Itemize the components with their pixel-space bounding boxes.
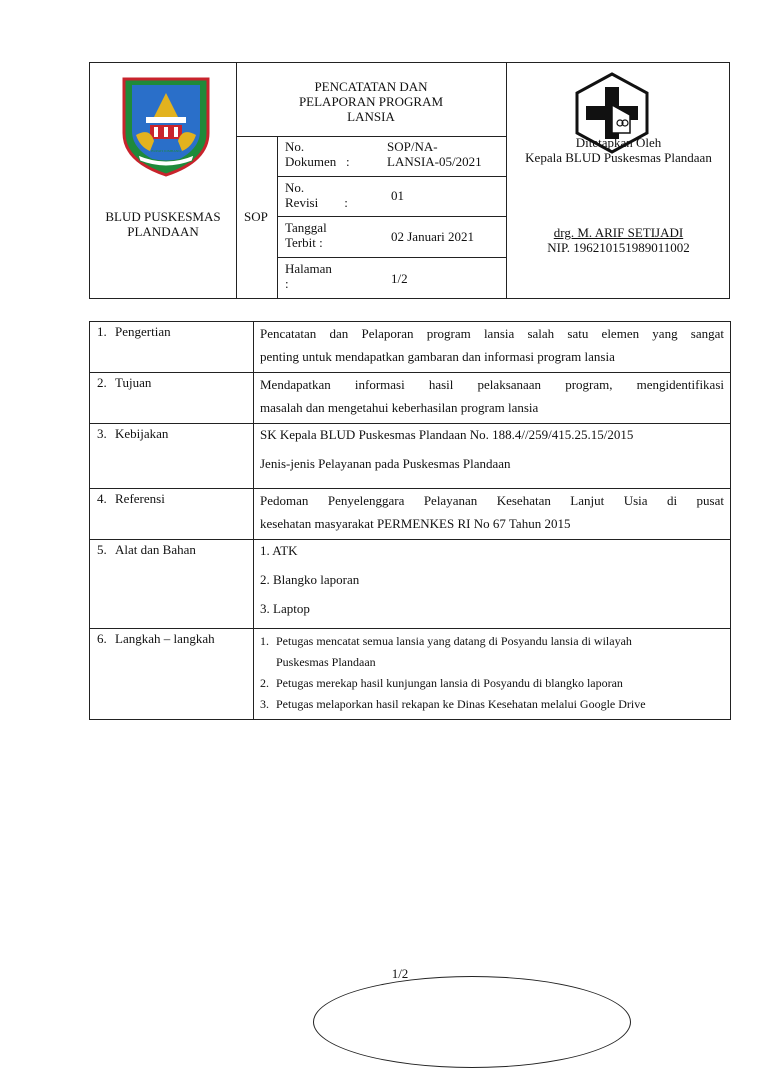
footer-page-number: 1/2 [391, 966, 409, 981]
section-row-kebijakan: 3. Kebijakan SK Kepala BLUD Puskesmas Plandaan No. 188.4//259/415.25.15/2015 Jenis-jenis Pelayanan pada Puskesmas Plandaan [90, 424, 731, 489]
list-item: 1. ATK [260, 543, 298, 558]
field-value-tanggal-terbit: 02 Januari 2021 [391, 229, 475, 244]
logo-ribbon-text: BUPATI JOMBANG [151, 149, 181, 153]
section-row-langkah: 6. Langkah – langkah 1. Petugas mencatat semua lansia yang datang di Posyandu lansia di wilayah Puskesmas Plandaan 2. Petugas merekap hasil kunjungan lansia di Posyandu di blangko laporan 3. Petugas melaporkan hasil rekapan ke Dinas Kesehatan melalui Google Drive [90, 629, 731, 720]
sop-label: SOP [244, 209, 268, 224]
step-item: 3. Petugas melaporkan hasil rekapan ke Dinas Kesehatan melalui Google Drive [260, 697, 646, 711]
regency-emblem-logo [120, 75, 212, 177]
approval-position: Kepala BLUD Puskesmas Plandaan [525, 150, 712, 165]
approval-block [506, 135, 731, 165]
section-row-tujuan: 2. Tujuan Mendapatkan informasi hasil pelaksanaan program, mengidentifikasi masalah dan mengetahui keberhasilan program lansia [90, 373, 731, 424]
step-item: 2. Petugas merekap hasil kunjungan lansia di Posyandu di blangko laporan [260, 676, 623, 690]
sop-content-table [89, 321, 731, 720]
footer-oval-shape [313, 976, 631, 1068]
org-name: BLUD PUSKESMAS PLANDAAN [105, 209, 221, 239]
approval-set-by: Ditetapkan Oleh [575, 135, 662, 150]
document-title: PENCATATAN DAN PELAPORAN PROGRAM LANSIA [298, 79, 444, 124]
field-label-no-dokumen: No. Dokumen : [285, 139, 350, 169]
header-table [89, 62, 730, 299]
list-item: 2. Blangko laporan [260, 572, 360, 587]
field-label-no-revisi: No. Revisi : [285, 180, 348, 210]
signatory-name: drg. M. ARIF SETIJADI [553, 225, 684, 240]
step-item: 1. Petugas mencatat semua lansia yang datang di Posyandu lansia di wilayah Puskesmas Plandaan [260, 634, 632, 669]
section-row-alat-dan-bahan: 5. Alat dan Bahan 1. ATK 2. Blangko laporan 3. Laptop [90, 540, 731, 629]
field-label-halaman: Halaman : [285, 261, 332, 291]
field-value-halaman: 1/2 [391, 271, 408, 286]
signatory-block [506, 225, 731, 255]
field-value-no-dokumen: SOP/NA- LANSIA-05/2021 [387, 139, 482, 169]
list-item: 3. Laptop [260, 601, 310, 616]
section-row-referensi: 4. Referensi Pedoman Penyelenggara Pelayanan Kesehatan Lanjut Usia di pusat kesehatan masyarakat PERMENKES RI No 67 Tahun 2015 [90, 489, 731, 540]
signatory-nip: NIP. 196210151989011002 [547, 240, 690, 255]
field-value-no-revisi: 01 [391, 188, 404, 203]
section-row-pengertian: 1. Pengertian Pencatatan dan Pelaporan program lansia salah satu elemen yang sangat penting untuk mendapatkan gambaran dan informasi program lansia [90, 322, 731, 373]
field-label-tanggal-terbit: Tanggal Terbit : [285, 220, 327, 250]
